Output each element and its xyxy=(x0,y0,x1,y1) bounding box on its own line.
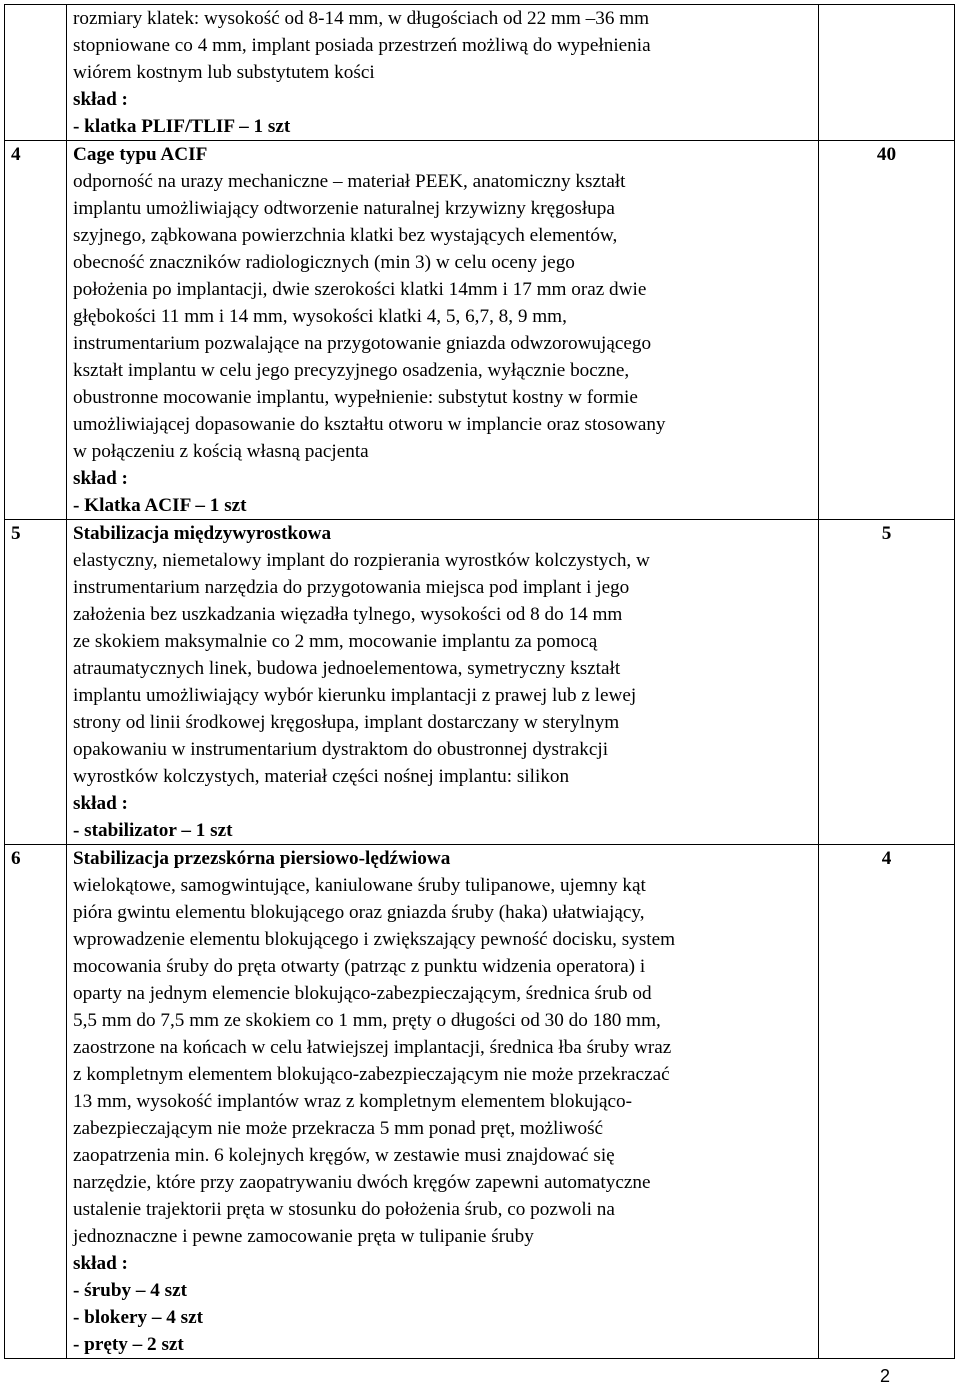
item-quantity: 4 xyxy=(819,845,955,1359)
table-row xyxy=(5,5,955,141)
description-line: założenia bez uszkadzania więzadła tylnego, wysokości od 8 do 14 mm xyxy=(73,604,623,625)
item-description xyxy=(67,845,819,1359)
description-line: położenia po implantacji, dwie szerokości klatki 14mm i 17 mm oraz dwie xyxy=(73,279,647,300)
table-row xyxy=(5,520,955,845)
item-title: Stabilizacja przezskórna piersiowo-lędźwiowa xyxy=(73,848,451,869)
sklad-label: skład : xyxy=(73,468,128,489)
item-number xyxy=(5,5,67,141)
item-title: Cage typu ACIF xyxy=(73,144,208,165)
item-quantity xyxy=(819,5,955,141)
item-description xyxy=(67,520,819,845)
item-quantity: 40 xyxy=(819,141,955,520)
description-line: instrumentarium narzędzia do przygotowania miejsca pod implant i jego xyxy=(73,577,630,598)
description-line: wiórem kostnym lub substytutem kości xyxy=(73,62,375,83)
component-item: - pręty – 2 szt xyxy=(73,1334,184,1355)
description-line: wyrostków kolczystych, materiał części nośnej implantu: silikon xyxy=(73,766,570,787)
description-line: kształt implantu w celu jego precyzyjnego osadzenia, wyłącznie boczne, xyxy=(73,360,630,381)
component-item: - klatka PLIF/TLIF – 1 szt xyxy=(73,116,291,137)
sklad-label: skład : xyxy=(73,1253,128,1274)
description-line: atraumatycznych linek, budowa jednoelementowa, symetryczny kształt xyxy=(73,658,621,679)
description-line: oparty na jednym elemencie blokująco-zabezpieczającym, średnica śrub od xyxy=(73,983,652,1004)
sklad-label: skład : xyxy=(73,89,128,110)
component-item: - stabilizator – 1 szt xyxy=(73,820,233,841)
item-description xyxy=(67,5,819,141)
item-number: 5 xyxy=(5,520,67,845)
description-line: rozmiary klatek: wysokość od 8-14 mm, w długościach od 22 mm –36 mm xyxy=(73,8,650,29)
description-line: implantu umożliwiający odtworzenie naturalnej krzywizny kręgosłupa xyxy=(73,198,615,219)
description-line: implantu umożliwiający wybór kierunku implantacji z prawej lub z lewej xyxy=(73,685,637,706)
description-line: zabezpieczającym nie może przekracza 5 mm ponad pręt, możliwość xyxy=(73,1118,604,1139)
page-number: 2 xyxy=(880,1366,891,1386)
table-row xyxy=(5,845,955,1359)
description-line: głębokości 11 mm i 14 mm, wysokości klatki 4, 5, 6,7, 8, 9 mm, xyxy=(73,306,567,327)
item-number: 6 xyxy=(5,845,67,1359)
description-line: obecność znaczników radiologicznych (min 3) w celu oceny jego xyxy=(73,252,575,273)
description-line: elastyczny, niemetalowy implant do rozpierania wyrostków kolczystych, w xyxy=(73,550,650,571)
sklad-label: skład : xyxy=(73,793,128,814)
description-line: odporność na urazy mechaniczne – materiał PEEK, anatomiczny kształt xyxy=(73,171,626,192)
description-line: stopniowane co 4 mm, implant posiada przestrzeń możliwą do wypełnienia xyxy=(73,35,651,56)
table-row xyxy=(5,141,955,520)
component-item: - blokery – 4 szt xyxy=(73,1307,204,1328)
description-line: umożliwiającej dopasowanie do kształtu otworu w implancie oraz stosowany xyxy=(73,414,666,435)
component-item: - Klatka ACIF – 1 szt xyxy=(73,495,247,516)
description-line: 13 mm, wysokość implantów wraz z kompletnym elementem blokująco- xyxy=(73,1091,632,1112)
description-line: wprowadzenie elementu blokującego i zwiększający pewność docisku, system xyxy=(73,929,676,950)
description-line: pióra gwintu elementu blokującego oraz gniazda śruby (haka) ułatwiający, xyxy=(73,902,645,923)
description-line: ustalenie trajektorii pręta w stosunku do położenia śrub, co pozwoli na xyxy=(73,1199,615,1220)
description-line: zaostrzone na końcach w celu łatwiejszej implantacji, średnica łba śruby wraz xyxy=(73,1037,672,1058)
description-line: z kompletnym elementem blokująco-zabezpieczającym nie może przekraczać xyxy=(73,1064,670,1085)
item-quantity: 5 xyxy=(819,520,955,845)
description-line: obustronne mocowanie implantu, wypełnienie: substytut kostny w formie xyxy=(73,387,638,408)
description-line: opakowaniu w instrumentarium dystraktom do obustronnej dystrakcji xyxy=(73,739,609,760)
description-line: szyjnego, ząbkowana powierzchnia klatki bez wystających elementów, xyxy=(73,225,618,246)
item-title: Stabilizacja międzywyrostkowa xyxy=(73,523,332,544)
description-line: w połączeniu z kością własną pacjenta xyxy=(73,441,369,462)
description-line: instrumentarium pozwalające na przygotowanie gniazda odwzorowującego xyxy=(73,333,652,354)
item-number: 4 xyxy=(5,141,67,520)
item-description xyxy=(67,141,819,520)
specification-table xyxy=(4,4,955,1359)
description-line: jednoznaczne i pewne zamocowanie pręta w tulipanie śruby xyxy=(73,1226,534,1247)
component-item: - śruby – 4 szt xyxy=(73,1280,188,1301)
description-line: narzędzie, które przy zaopatrywaniu dwóch kręgów zapewni automatyczne xyxy=(73,1172,651,1193)
description-line: wielokątowe, samogwintujące, kaniulowane śruby tulipanowe, ujemny kąt xyxy=(73,875,646,896)
description-line: ze skokiem maksymalnie co 2 mm, mocowanie implantu za pomocą xyxy=(73,631,598,652)
description-line: 5,5 mm do 7,5 mm ze skokiem co 1 mm, pręty o długości od 30 do 180 mm, xyxy=(73,1010,661,1031)
description-line: zaopatrzenia min. 6 kolejnych kręgów, w zestawie musi znajdować się xyxy=(73,1145,615,1166)
description-line: strony od linii środkowej kręgosłupa, implant dostarczany w sterylnym xyxy=(73,712,620,733)
description-line: mocowania śruby do pręta otwarty (patrząc z punktu widzenia operatora) i xyxy=(73,956,646,977)
